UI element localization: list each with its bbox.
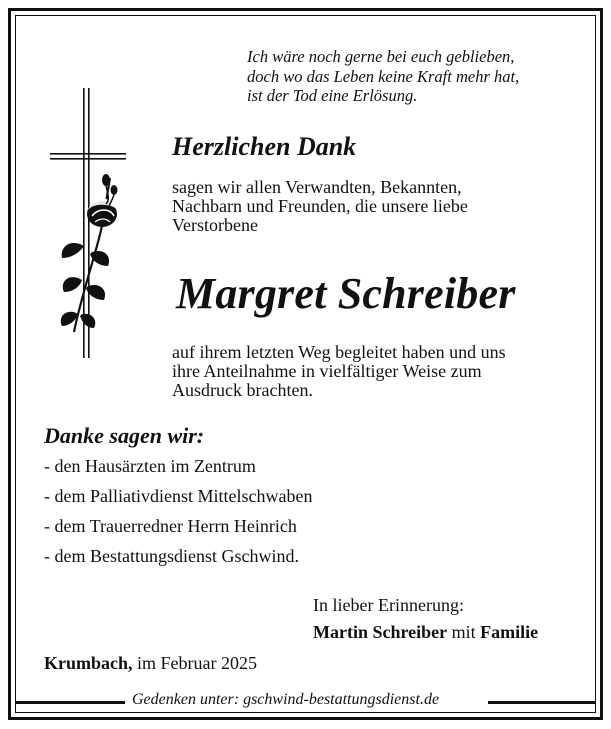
deceased-name: Margret Schreiber xyxy=(176,269,516,318)
closing-line: Ausdruck brachten. xyxy=(172,380,313,400)
list-item: - dem Trauerredner Herrn Heinrich xyxy=(44,516,297,536)
signature-connector: mit xyxy=(451,622,476,642)
quote-line: Ich wäre noch gerne bei euch geblieben, xyxy=(247,47,515,66)
footer-rule-right xyxy=(488,701,596,704)
intro-line: Nachbarn und Freunden, die unsere liebe xyxy=(172,196,468,216)
list-item: - den Hausärzten im Zentrum xyxy=(44,456,256,476)
intro-line: Verstorbene xyxy=(172,215,258,235)
quote-line: ist der Tod eine Erlösung. xyxy=(247,86,418,105)
signature-name: Martin Schreiber xyxy=(313,622,448,642)
closing-line: ihre Anteilnahme in vielfältiger Weise zum xyxy=(172,361,482,381)
memorial-quote xyxy=(247,47,519,106)
intro-paragraph xyxy=(172,178,468,235)
date: im Februar 2025 xyxy=(137,653,257,673)
location: Krumbach, xyxy=(44,653,133,673)
acknowledgements-heading: Danke sagen wir: xyxy=(44,423,205,448)
location-date xyxy=(44,653,257,674)
intro-line: sagen wir allen Verwandten, Bekannten, xyxy=(172,177,462,197)
signature-names xyxy=(313,622,538,643)
quote-line: doch wo das Leben keine Kraft mehr hat, xyxy=(247,66,520,86)
closing-line: auf ihrem letzten Weg begleitet haben und uns xyxy=(172,342,506,362)
memorial-website-link[interactable]: Gedenken unter: gschwind-bestattungsdienst.de xyxy=(128,691,443,709)
closing-paragraph xyxy=(172,343,506,400)
list-item: - dem Bestattungsdienst Gschwind. xyxy=(44,546,299,566)
signature-family: Familie xyxy=(480,622,539,642)
signature-intro: In lieber Erinnerung: xyxy=(313,595,464,615)
list-item: - dem Palliativdienst Mittelschwaben xyxy=(44,486,313,506)
footer-rule-left xyxy=(15,701,125,704)
thanks-heading: Herzlichen Dank xyxy=(172,132,357,161)
cross-with-rose-icon xyxy=(40,82,140,362)
